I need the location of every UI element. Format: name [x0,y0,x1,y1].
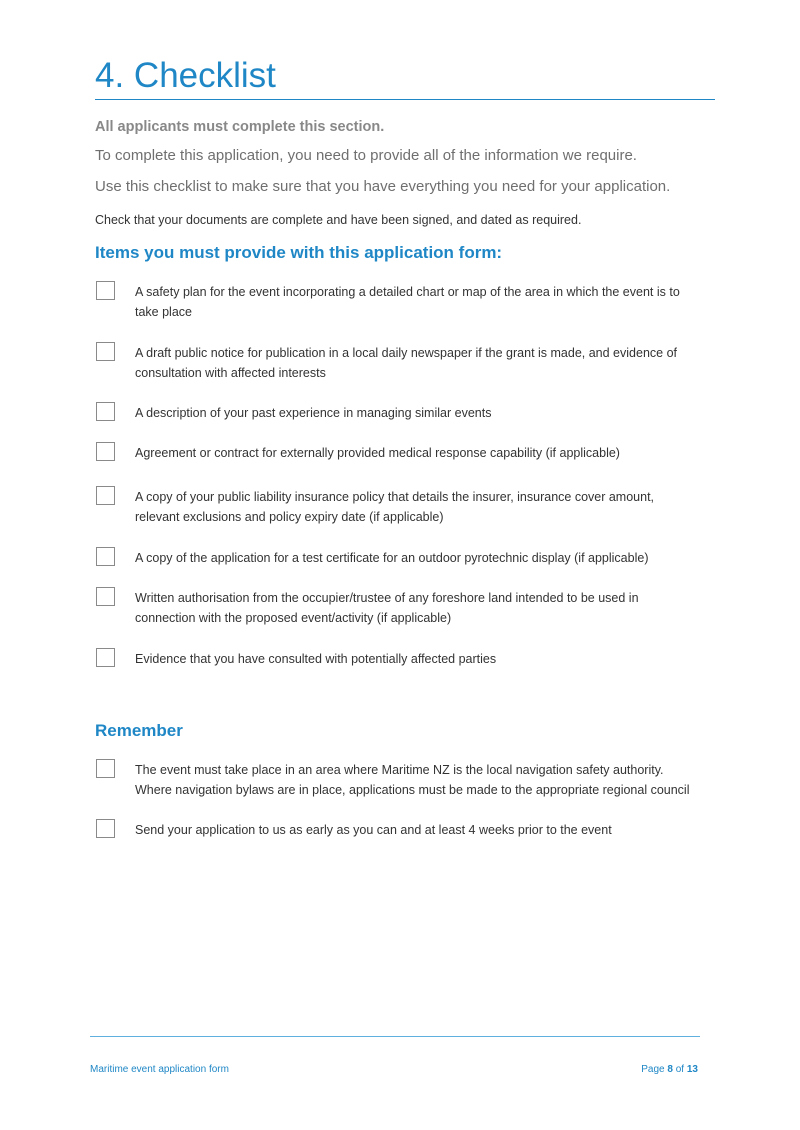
checkbox[interactable] [96,759,115,778]
checkbox[interactable] [96,442,115,461]
remember-section-heading: Remember [95,721,183,740]
checklist-item-text: A copy of your public liability insurance policy that details the insurer, insurance cover amount, relevant exclusions and policy expiry date (if applicable) [135,490,655,524]
title-divider [95,99,715,100]
checkbox[interactable] [96,587,115,606]
checkbox[interactable] [96,486,115,505]
checkbox[interactable] [96,547,115,566]
intro-bold-line: All applicants must complete this section. [95,119,385,135]
page-current: 8 [667,1064,673,1075]
intro-line-2: Use this checklist to make sure that you have everything you need for your application. [95,178,671,195]
of-word: of [675,1064,685,1075]
checklist-item-text: A draft public notice for publication in a local daily newspaper if the grant is made, and evidence of consultation with affected interests [135,346,677,380]
checkbox[interactable] [96,819,115,838]
checklist-item-text: The event must take place in an area where Maritime NZ is the local navigation safety authority. Where navigation bylaws are in place, applications must be made to the appropriate regional council [135,763,690,797]
intro-small-line: Check that your documents are complete and have been signed, and dated as required. [95,213,582,227]
page-title: 4. Checklist [95,56,276,95]
footer-divider [90,1036,700,1037]
checkbox[interactable] [96,281,115,300]
checklist-item-text: Send your application to us as early as you can and at least 4 weeks prior to the event [135,823,612,837]
intro-line-1: To complete this application, you need to provide all of the information we require. [95,147,637,164]
checklist-item-text: A copy of the application for a test certificate for an outdoor pyrotechnic display (if applicable) [135,551,649,565]
page-word: Page [641,1064,665,1075]
page-total: 13 [686,1064,698,1075]
checklist-item-text: A description of your past experience in managing similar events [135,406,492,420]
checklist-item-text: A safety plan for the event incorporating a detailed chart or map of the area in which the event is to take place [135,285,680,319]
checklist-item-text: Agreement or contract for externally provided medical response capability (if applicable) [135,446,620,460]
checklist-item-text: Written authorisation from the occupier/trustee of any foreshore land intended to be used in connection with the proposed event/activity (if applicable) [135,591,639,625]
footer-form-name: Maritime event application form [90,1064,229,1075]
checklist-item-text: Evidence that you have consulted with potentially affected parties [135,652,497,666]
checkbox[interactable] [96,648,115,667]
footer-page-number [641,1064,698,1075]
checkbox[interactable] [96,402,115,421]
checkbox[interactable] [96,342,115,361]
items-section-heading: Items you must provide with this application form: [95,243,503,262]
